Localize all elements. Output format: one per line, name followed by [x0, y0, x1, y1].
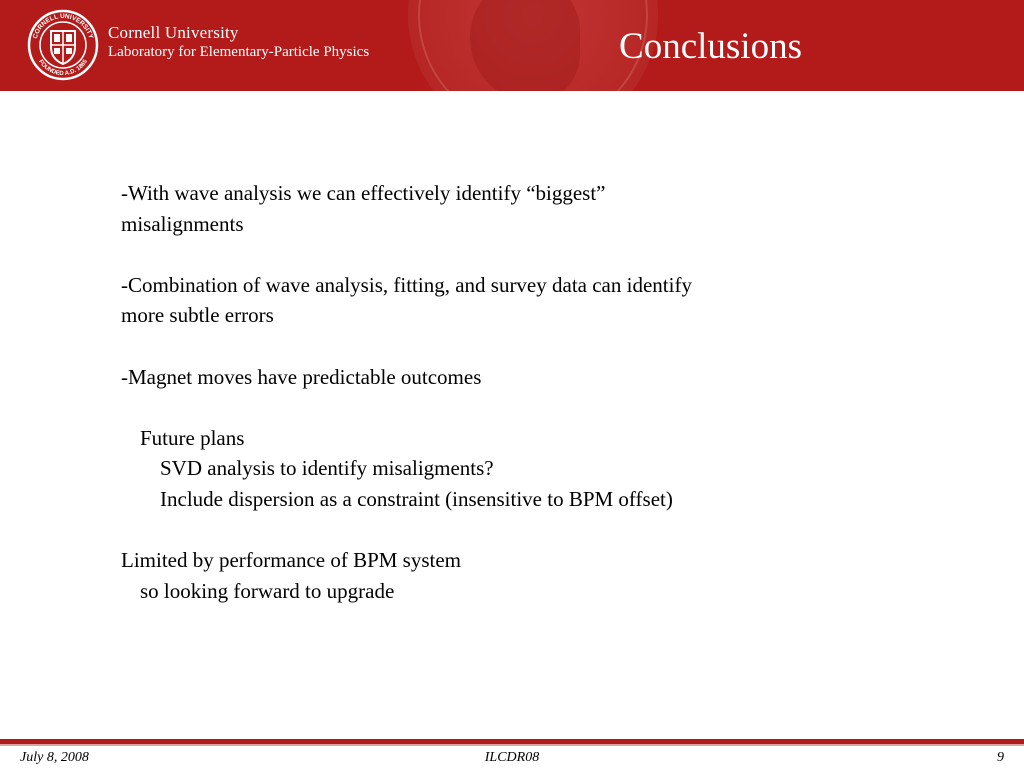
footer-conference: ILCDR08 — [484, 750, 540, 765]
body-line-1: -With wave analysis we can effectively identify “biggest” — [121, 181, 606, 205]
laboratory-name: Laboratory for Elementary-Particle Physics — [108, 44, 370, 60]
slide-body — [121, 178, 841, 606]
page-number: 9 — [997, 750, 1004, 765]
university-name: Cornell University — [108, 23, 239, 42]
body-spacer — [121, 239, 841, 270]
future-plans-heading: Future plans — [140, 425, 245, 450]
body-line-4: more subtle errors — [121, 303, 274, 328]
seal-top-text: CORNELL UNIVERSITY — [31, 12, 95, 40]
seal-bottom-text: FOUNDED A.D. 1865 — [37, 58, 89, 78]
future-plan-item-2: Include dispersion as a constraint (insensitive to BPM offset) — [160, 486, 673, 511]
footer-date: July 8, 2008 — [20, 750, 89, 765]
slide-title: Conclusions — [619, 26, 802, 67]
cornell-seal-logo — [27, 9, 99, 81]
future-plan-item-1: SVD analysis to identify misaligments? — [160, 456, 494, 481]
medallion-portrait — [470, 0, 580, 91]
body-line-6: Limited by performance of BPM system — [121, 548, 462, 573]
footer-divider-shadow — [0, 744, 1024, 746]
body-line-3: -Combination of wave analysis, fitting, and survey data can identify — [121, 272, 692, 297]
body-line-7: so looking forward to upgrade — [140, 578, 395, 603]
header-banner — [0, 0, 1024, 91]
body-spacer — [121, 331, 841, 362]
body-spacer — [121, 392, 841, 423]
body-line-2: misalignments — [121, 211, 244, 236]
body-spacer — [121, 515, 841, 546]
body-line-5: -Magnet moves have predictable outcomes — [121, 364, 482, 389]
